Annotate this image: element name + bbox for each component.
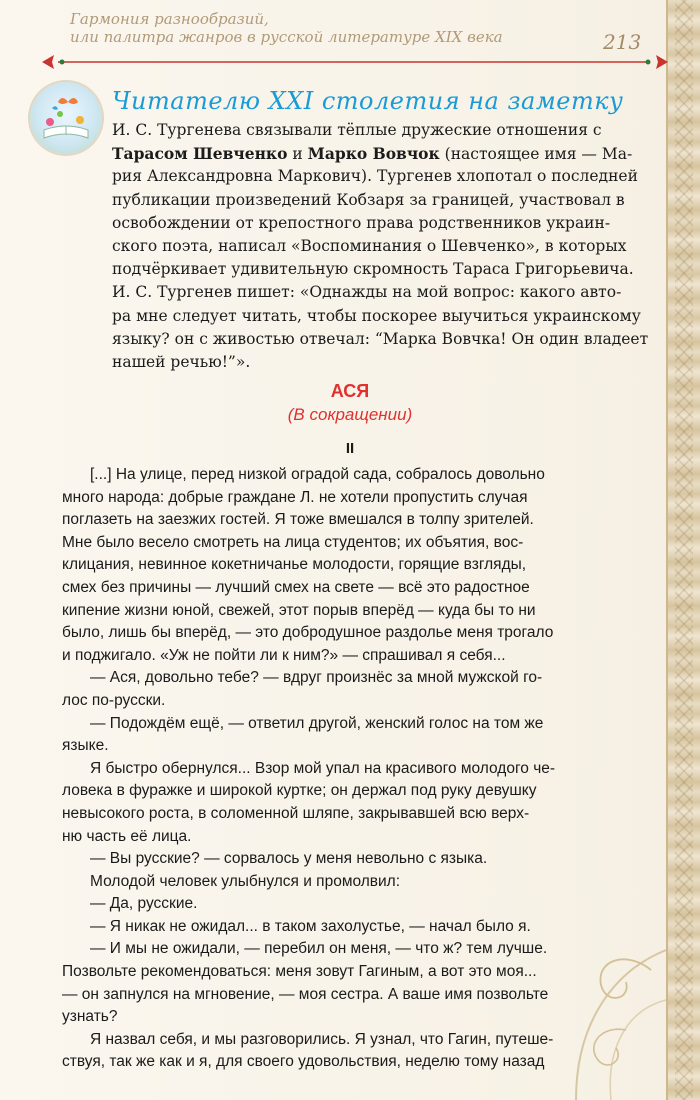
story-line: — Да, русские. <box>90 895 198 913</box>
note-text: и <box>287 145 308 164</box>
book-butterfly-icon <box>30 82 102 154</box>
story-line: [...] На улице, перед низкой оградой сада, собралось довольно <box>90 466 545 483</box>
chapter-number: II <box>345 440 355 457</box>
story-line: лос по-русски. <box>62 691 166 709</box>
story-line: кипение жизни юной, свежей, этот порыв вперёд — куда бы то ни <box>62 601 536 619</box>
note-line <box>112 119 640 142</box>
note-text: языку? он с живостью отвечал: “Марка Вовчка! Он один владеет <box>112 329 649 348</box>
ornamental-border <box>666 0 700 1100</box>
header-divider <box>38 50 672 74</box>
story-line: и поджигало. «Уж не пойти ли к ним?» — спрашивал я себя... <box>62 646 506 664</box>
story-line: поглазеть на заезжих гостей. Я тоже вмешался в толпу зрителей. <box>62 511 534 529</box>
note-line <box>112 165 640 188</box>
note-line <box>112 351 640 374</box>
note-body <box>112 119 649 374</box>
story-line: было, лишь бы вперёд, — это добродушное раздолье меня трогало <box>62 624 554 642</box>
corner-flourish-icon <box>426 910 666 1100</box>
story-line: — Ася, довольно тебе? — вдруг произнёс за мной мужской го- <box>90 669 543 687</box>
story-line: Молодой человек улыбнулся и промолвил: <box>90 872 401 890</box>
page-number: 213 <box>603 30 642 54</box>
story-line: языке. <box>62 737 109 755</box>
story-line: ловека в фуражке и широкой куртке; он держал под руку девушку <box>62 782 537 800</box>
story-line: — И мы не ожидали, — перебил он меня, — что ж? тем лучше. <box>90 940 548 958</box>
story-line: — он запнулся на мгновение, — моя сестра. А ваше имя позвольте <box>62 985 549 1003</box>
note-line <box>112 305 640 328</box>
header-line-2: или палитра жанров в русской литературе XIX века <box>70 28 503 46</box>
story-line: Позвольте рекомендоваться: меня зовут Гагиным, а вот это моя... <box>62 963 537 981</box>
note-text: И. С. Тургенев пишет: «Однажды на мой вопрос: какого авто- <box>112 283 622 302</box>
note-text: И. С. Тургенева связывали тёплые дружеские отношения с <box>112 121 602 139</box>
story-line: Я назвал себя, и мы разговорились. Я узнал, что Гагин, путеше- <box>90 1030 554 1048</box>
story-line: клицания, невинное кокетничанье молодости, горящие взгляды, <box>62 556 527 574</box>
story-line: невысокого роста, в соломенной шляпе, закрывавшей всю верх- <box>62 804 530 822</box>
story-line: Мне было весело смотреть на лица студентов; их объятия, вос- <box>62 533 524 551</box>
story-line: смех без причины — лучший смех на свете — всё это радостное <box>62 578 530 596</box>
note-line <box>112 281 640 304</box>
running-header <box>70 10 520 46</box>
note-text: публикации произведений Кобзаря за границей, участвовал в <box>112 190 625 209</box>
note-text: ра мне следует читать, чтобы поскорее выучиться украинскому <box>112 306 641 325</box>
note-line <box>112 189 640 212</box>
note-text: освобождении от крепостного права родственников украин- <box>112 213 611 232</box>
note-text: ского поэта, написал «Воспоминания о Шевченко», в которых <box>112 236 627 255</box>
story-line: — Вы русские? — сорвалось у меня невольно с языка. <box>90 850 488 868</box>
story-line: много народа: добрые граждане Л. не хотели пропустить случая <box>62 488 528 506</box>
right-arrow-ornament-icon <box>656 55 668 69</box>
note-line <box>112 258 640 281</box>
header-line-1: Гармония разнообразий, <box>70 10 269 28</box>
note-bold-name: Марко Вовчок <box>307 144 440 164</box>
note-bold-name: Тарасом Шевченко <box>112 144 288 164</box>
note-line <box>112 142 640 165</box>
story-line: — Подождём ещё, — ответил другой, женский голос на том же <box>90 714 544 732</box>
note-text: (настоящее имя — Ма- <box>439 145 633 164</box>
note-title: Читателю XXI столетия на заметку <box>112 87 624 115</box>
note-text: рия Александровна Маркович). Тургенев хлопотал о последней <box>112 167 638 186</box>
note-text: подчёркивает удивительную скромность Тараса Григорьевича. <box>112 260 634 279</box>
story-line: ню часть её лица. <box>62 827 192 845</box>
note-line <box>112 212 640 235</box>
note-line <box>112 328 649 351</box>
story-line: узнать? <box>62 1008 118 1026</box>
story-line: — Я никак не ожидал... в таком захолустье, — начал было я. <box>90 917 531 935</box>
left-arrow-ornament-icon <box>42 55 54 69</box>
note-line <box>112 235 640 258</box>
story-subtitle: (В сокращении) <box>287 405 413 424</box>
story-line: ствуя, так же как и я, для своего удовольствия, неделю тому назад <box>62 1053 545 1071</box>
story-title: АСЯ <box>330 381 370 401</box>
note-text: нашей речью!”». <box>112 352 251 371</box>
story-line: Я быстро обернулся... Взор мой упал на красивого молодого че- <box>90 759 556 777</box>
